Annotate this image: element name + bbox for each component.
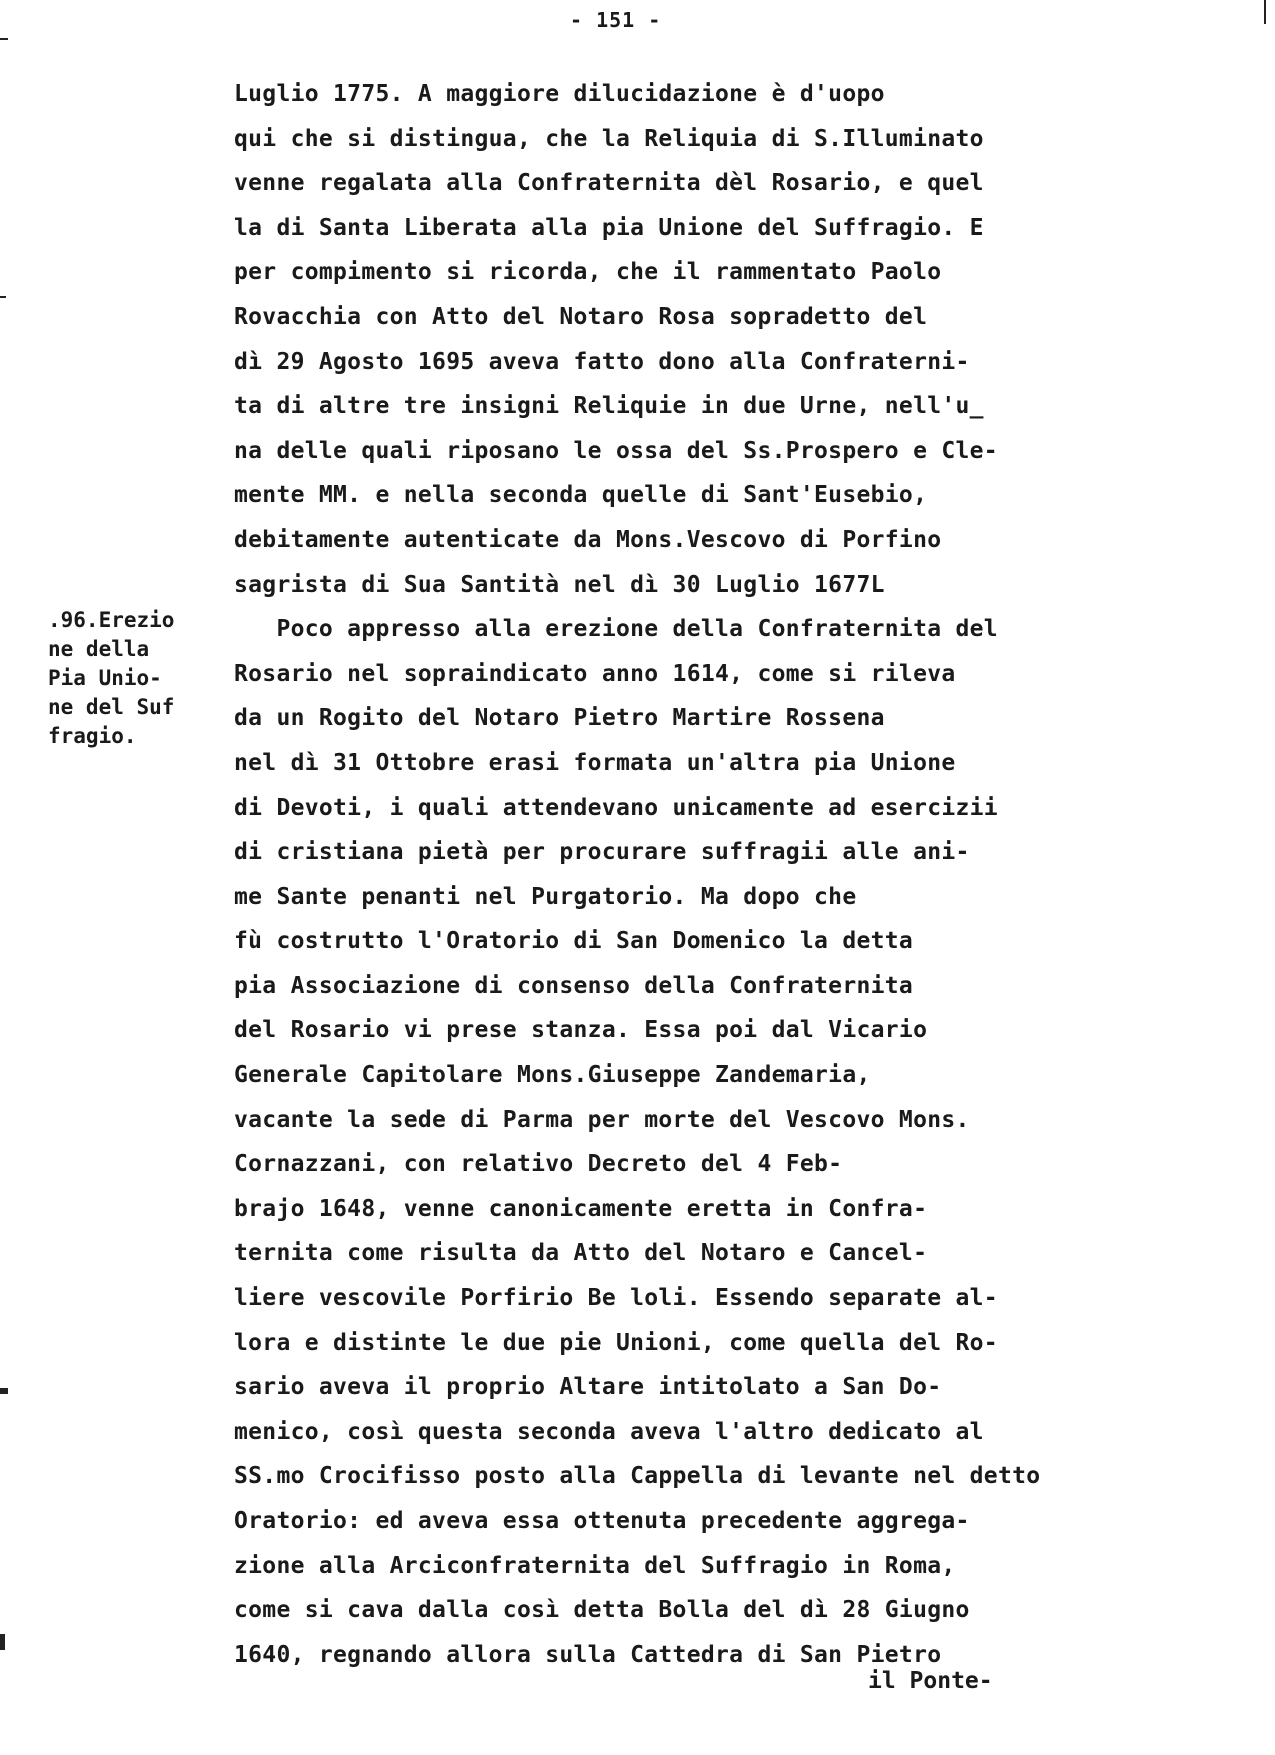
text-line: lora e distinte le due pie Unioni, come quella del Ro-: [234, 1329, 998, 1356]
text-line: debitamente autenticate da Mons.Vescovo di Porfino: [234, 526, 942, 553]
text-line: Oratorio: ed aveva essa ottenuta precedente aggrega-: [234, 1508, 970, 1534]
main-text: [234, 72, 1134, 1677]
text-line: liere vescovile Porfirio Be loli. Essendo separate al-: [234, 1285, 998, 1312]
scan-mark: [0, 38, 8, 40]
text-line: nel dì 31 Ottobre erasi formata un'altra pia Unione: [234, 749, 956, 776]
text-line: zione alla Arciconfraternita del Suffragio in Roma,: [234, 1552, 956, 1579]
text-line: di Devoti, i quali attendevano unicamente ad esercizii: [234, 794, 998, 821]
text-line: menico, così questa seconda aveva l'altro dedicato al: [234, 1418, 984, 1445]
text-line: Poco appresso alla erezione della Confraternita del: [234, 616, 998, 643]
text-line: sario aveva il proprio Altare intitolato a San Do-: [234, 1374, 942, 1401]
scan-mark: [1264, 0, 1266, 24]
text-line: 1640, regnando allora sulla Cattedra di San Pietro: [234, 1641, 942, 1668]
text-line: Luglio 1775. A maggiore dilucidazione è d'uopo: [234, 81, 885, 107]
scan-mark: [0, 296, 6, 298]
text-line: Rovacchia con Atto del Notaro Rosa sopradetto del: [234, 303, 928, 330]
side-note-line: .96.Erezio: [48, 608, 175, 632]
page-number: - 151 -: [570, 8, 662, 32]
text-line: per compimento si ricorda, che il rammentato Paolo: [234, 259, 942, 286]
side-note-line: ne della: [48, 637, 150, 661]
text-line: Rosario nel sopraindicato anno 1614, come si rileva: [234, 660, 956, 687]
text-line: ternita come risulta da Atto del Notaro e Cancel-: [234, 1240, 928, 1267]
text-line: la di Santa Liberata alla pia Unione del Suffragio. E: [234, 214, 984, 241]
scan-mark: [0, 1634, 5, 1650]
text-line: SS.mo Crocifisso posto alla Cappella di levante nel detto: [234, 1463, 1041, 1490]
side-note: [48, 606, 218, 751]
side-note-line: fragio.: [48, 724, 137, 748]
side-note-line: ne del Suf: [48, 695, 175, 719]
text-line: Cornazzani, con relativo Decreto del 4 Feb-: [234, 1151, 843, 1178]
text-line: me Sante penanti nel Purgatorio. Ma dopo che: [234, 883, 857, 910]
text-line: brajo 1648, venne canonicamente eretta in Confra-: [234, 1195, 928, 1222]
text-line: Generale Capitolare Mons.Giuseppe Zandemaria,: [234, 1062, 871, 1089]
text-line: na delle quali riposano le ossa del Ss.Prospero e Cle-: [234, 437, 998, 464]
text-line: vacante la sede di Parma per morte del Vescovo Mons.: [234, 1106, 970, 1133]
scan-mark: [0, 1388, 8, 1394]
text-line: del Rosario vi prese stanza. Essa poi dal Vicario: [234, 1017, 928, 1044]
text-line: dì 29 Agosto 1695 aveva fatto dono alla Confraterni-: [234, 348, 970, 375]
text-line: qui che si distingua, che la Reliquia di S.Illuminato: [234, 125, 984, 152]
text-line: ta di altre tre insigni Reliquie in due Urne, nell'u_: [234, 393, 984, 420]
text-line: fù costrutto l'Oratorio di San Domenico la detta: [234, 928, 914, 955]
text-line: sagrista di Sua Santità nel dì 30 Luglio 1677L: [234, 571, 885, 598]
side-note-line: Pia Unio-: [48, 666, 162, 690]
text-line: di cristiana pietà per procurare suffragii alle ani-: [234, 839, 970, 866]
text-line: venne regalata alla Confraternita dèl Rosario, e quel: [234, 170, 984, 197]
text-line: pia Associazione di consenso della Confraternita: [234, 972, 914, 999]
text-line: come si cava dalla così detta Bolla del dì 28 Giugno: [234, 1597, 970, 1624]
catchword: il Ponte-: [868, 1668, 993, 1694]
text-line: mente MM. e nella seconda quelle di Sant'Eusebio,: [234, 482, 928, 509]
text-line: da un Rogito del Notaro Pietro Martire Rossena: [234, 705, 885, 732]
